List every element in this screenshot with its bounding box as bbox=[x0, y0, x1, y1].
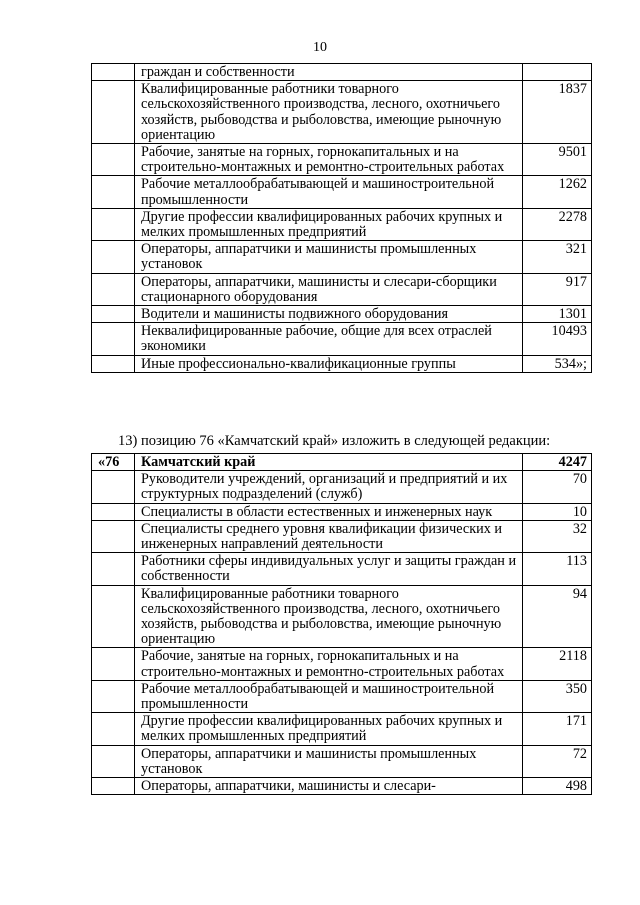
row-value: 498 bbox=[523, 778, 592, 795]
table2-body bbox=[92, 454, 592, 795]
row-name: Другие профессии квалифицированных рабочих крупных и мелких промышленных предприятий bbox=[135, 208, 523, 240]
row-name: Специалисты среднего уровня квалификации физических и инженерных направлений деятельности bbox=[135, 520, 523, 552]
region-name: Камчатский край bbox=[135, 454, 523, 471]
row-name: Руководители учреждений, организаций и предприятий и их структурных подразделений (служб) bbox=[135, 471, 523, 503]
table-row bbox=[92, 323, 592, 355]
row-value: 321 bbox=[523, 241, 592, 273]
row-code bbox=[92, 64, 135, 81]
row-code bbox=[92, 713, 135, 745]
table-row bbox=[92, 585, 592, 648]
row-value: 1837 bbox=[523, 81, 592, 144]
table-row bbox=[92, 176, 592, 208]
row-name: Иные профессионально-квалификационные группы bbox=[135, 355, 523, 372]
row-value: 72 bbox=[523, 745, 592, 777]
row-code bbox=[92, 323, 135, 355]
table-row bbox=[92, 208, 592, 240]
table-row bbox=[92, 64, 592, 81]
row-value: 534»; bbox=[523, 355, 592, 372]
table1-body bbox=[92, 64, 592, 373]
row-name: Операторы, аппаратчики и машинисты промышленных установок bbox=[135, 241, 523, 273]
table-row bbox=[92, 144, 592, 176]
row-code bbox=[92, 503, 135, 520]
row-value: 32 bbox=[523, 520, 592, 552]
table-row bbox=[92, 680, 592, 712]
row-name: Рабочие, занятые на горных, горнокапитальных и на строительно-монтажных и ремонтно-строительных работах bbox=[135, 648, 523, 680]
row-value: 94 bbox=[523, 585, 592, 648]
table-row bbox=[92, 713, 592, 745]
row-name: Квалифицированные работники товарного сельскохозяйственного производства, лесного, охотничьего хозяйств, рыбоводства и рыболовства, имеющие рыночную ориентацию bbox=[135, 81, 523, 144]
row-code bbox=[92, 471, 135, 503]
row-value: 10 bbox=[523, 503, 592, 520]
row-name: Работники сферы индивидуальных услуг и защиты граждан и собственности bbox=[135, 553, 523, 585]
row-code bbox=[92, 553, 135, 585]
row-code bbox=[92, 520, 135, 552]
table-row bbox=[92, 273, 592, 305]
kamchatka-profession-table bbox=[91, 453, 592, 795]
row-code bbox=[92, 355, 135, 372]
row-value: 350 bbox=[523, 680, 592, 712]
table-row bbox=[92, 648, 592, 680]
row-name: Водители и машинисты подвижного оборудования bbox=[135, 306, 523, 323]
row-name: граждан и собственности bbox=[135, 64, 523, 81]
table-row bbox=[92, 553, 592, 585]
row-code bbox=[92, 745, 135, 777]
table-row bbox=[92, 520, 592, 552]
row-code bbox=[92, 306, 135, 323]
row-name: Рабочие, занятые на горных, горнокапитальных и на строительно-монтажных и ремонтно-строительных работах bbox=[135, 144, 523, 176]
table-row bbox=[92, 306, 592, 323]
row-code bbox=[92, 208, 135, 240]
row-value bbox=[523, 64, 592, 81]
region-total: 4247 bbox=[523, 454, 592, 471]
row-value: 113 bbox=[523, 553, 592, 585]
row-name: Рабочие металлообрабатывающей и машиностроительной промышленности bbox=[135, 680, 523, 712]
table-row bbox=[92, 355, 592, 372]
row-name: Неквалифицированные рабочие, общие для всех отраслей экономики bbox=[135, 323, 523, 355]
table-row bbox=[92, 745, 592, 777]
row-value: 10493 bbox=[523, 323, 592, 355]
row-code bbox=[92, 241, 135, 273]
row-value: 2278 bbox=[523, 208, 592, 240]
row-name: Операторы, аппаратчики, машинисты и слесари- bbox=[135, 778, 523, 795]
row-name: Операторы, аппаратчики, машинисты и слесари-сборщики стационарного оборудования bbox=[135, 273, 523, 305]
row-code bbox=[92, 81, 135, 144]
row-value: 1262 bbox=[523, 176, 592, 208]
page-number: 10 bbox=[313, 40, 327, 55]
row-value: 2118 bbox=[523, 648, 592, 680]
table-row bbox=[92, 471, 592, 503]
row-value: 917 bbox=[523, 273, 592, 305]
row-code bbox=[92, 648, 135, 680]
row-name: Квалифицированные работники товарного сельскохозяйственного производства, лесного, охотничьего хозяйств, рыбоводства и рыболовства, имеющие рыночную ориентацию bbox=[135, 585, 523, 648]
table-row bbox=[92, 241, 592, 273]
row-value: 70 bbox=[523, 471, 592, 503]
row-name: Рабочие металлообрабатывающей и машиностроительной промышленности bbox=[135, 176, 523, 208]
row-value: 1301 bbox=[523, 306, 592, 323]
row-name: Другие профессии квалифицированных рабочих крупных и мелких промышленных предприятий bbox=[135, 713, 523, 745]
amendment-instruction: 13) позицию 76 «Камчатский край» изложить в следующей редакции: bbox=[118, 433, 551, 449]
row-code bbox=[92, 273, 135, 305]
row-value: 9501 bbox=[523, 144, 592, 176]
row-code bbox=[92, 778, 135, 795]
row-code bbox=[92, 680, 135, 712]
row-code bbox=[92, 144, 135, 176]
row-code bbox=[92, 176, 135, 208]
row-code bbox=[92, 585, 135, 648]
row-name: Специалисты в области естественных и инженерных наук bbox=[135, 503, 523, 520]
row-value: 171 bbox=[523, 713, 592, 745]
row-name: Операторы, аппаратчики и машинисты промышленных установок bbox=[135, 745, 523, 777]
table-row bbox=[92, 503, 592, 520]
table-row bbox=[92, 81, 592, 144]
table-row bbox=[92, 778, 592, 795]
profession-table-continued bbox=[91, 63, 592, 373]
table-header-row bbox=[92, 454, 592, 471]
position-code: «76 bbox=[92, 454, 135, 471]
